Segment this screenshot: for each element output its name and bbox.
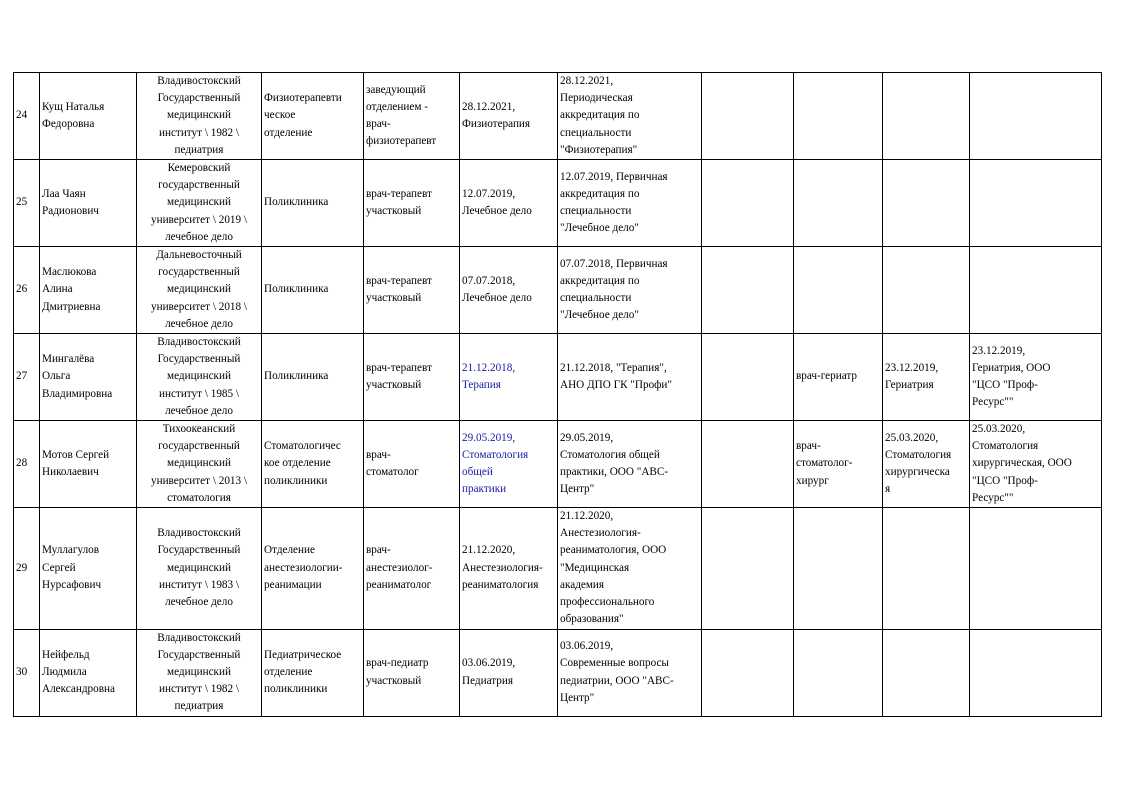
extra-certificate-line: Гериатрия [885, 379, 934, 392]
education-cell [137, 247, 262, 334]
extra-training-line: Гериатрия, ООО [972, 361, 1051, 374]
name-line: Кущ Наталья [42, 100, 105, 113]
name-line: Лаа Чаян [42, 187, 86, 200]
education-line: Владивостокский [157, 527, 241, 540]
name-line: Людмила [42, 665, 87, 678]
accreditation-line: 21.12.2018, "Терапия", [560, 361, 667, 374]
accreditation-line: "Физиотерапия" [560, 143, 638, 156]
extra-certificate-cell [883, 508, 970, 629]
table-body [14, 73, 1102, 717]
empty-cell [702, 334, 794, 421]
department-line: отделение [264, 665, 313, 678]
department-cell [262, 629, 364, 716]
accreditation-cell [558, 334, 702, 421]
position-cell [364, 334, 460, 421]
table-row [14, 73, 1102, 160]
education-line: медицинский [167, 109, 231, 122]
certificate-cell [460, 421, 558, 508]
extra-training-cell [970, 160, 1102, 247]
name-line: Нейфельд [42, 648, 90, 661]
accreditation-cell [558, 247, 702, 334]
accreditation-line: "Лечебное дело" [560, 222, 639, 235]
certificate-cell [460, 629, 558, 716]
extra-training-line: хирургическая, ООО [972, 457, 1072, 470]
accreditation-line: 28.12.2021, [560, 75, 614, 87]
department-line: кое отделение [264, 457, 331, 470]
position-line: анестезиолог- [366, 561, 433, 574]
certificate-line: Лечебное дело [462, 292, 532, 305]
education-cell [137, 508, 262, 629]
education-line: лечебное дело [165, 596, 233, 609]
education-line: университет \ 2018 \ [150, 300, 248, 313]
extra-certificate-line: 25.03.2020, [885, 431, 939, 444]
extra-training-line: "ЦСО "Проф- [972, 379, 1038, 392]
department-cell [262, 334, 364, 421]
education-line: педиатрия [174, 700, 224, 713]
row-number-cell: 27 [14, 334, 40, 421]
name-cell [40, 508, 137, 629]
extra-position-cell [794, 334, 883, 421]
education-cell [137, 73, 262, 160]
position-line: заведующий [366, 83, 426, 96]
row-number-cell: 30 [14, 629, 40, 716]
department-line: Поликлиника [264, 283, 329, 296]
accreditation-line: аккредитация по [560, 187, 640, 200]
accreditation-line: 03.06.2019, [560, 640, 614, 653]
department-line: Физиотерапевти [264, 92, 342, 105]
department-line: Поликлиника [264, 370, 329, 383]
certificate-cell [460, 334, 558, 421]
position-line: реаниматолог [366, 578, 432, 591]
certificate-line: 07.07.2018, [462, 274, 516, 287]
empty-cell [702, 629, 794, 716]
certificate-line: Терапия [462, 379, 501, 392]
extra-certificate-cell [883, 247, 970, 334]
extra-training-cell [970, 421, 1102, 508]
accreditation-line: практики, ООО "АВС- [560, 466, 669, 479]
name-line: Муллагулов [42, 544, 100, 557]
accreditation-line: Современные вопросы [560, 657, 669, 670]
extra-training-line: "ЦСО "Проф- [972, 474, 1038, 487]
extra-position-cell [794, 629, 883, 716]
name-line: Владимировна [42, 387, 113, 400]
name-line: Маслюкова [42, 266, 97, 279]
department-line: ческое [264, 109, 296, 122]
education-line: институт \ 1983 \ [158, 578, 240, 591]
empty-cell [702, 508, 794, 629]
education-line: стоматология [167, 491, 231, 504]
name-line: Николаевич [42, 466, 99, 479]
department-line: Стоматологичес [264, 440, 341, 453]
certificate-cell [460, 508, 558, 629]
table-row [14, 421, 1102, 508]
extra-position-line: стоматолог- [796, 457, 853, 470]
education-line: государственный [158, 440, 240, 453]
certificate-line: 21.12.2020, [462, 544, 516, 557]
name-cell [40, 73, 137, 160]
name-cell [40, 160, 137, 247]
accreditation-line: Стоматология общей [560, 448, 660, 461]
extra-certificate-cell [883, 334, 970, 421]
table-row [14, 334, 1102, 421]
extra-position-line: врач- [796, 440, 821, 453]
accreditation-line: аккредитация по [560, 274, 640, 287]
extra-certificate-cell [883, 73, 970, 160]
position-line: врач-терапевт [366, 187, 432, 200]
position-cell [364, 73, 460, 160]
certificate-cell [460, 160, 558, 247]
education-line: Владивостокский [157, 75, 241, 87]
position-line: стоматолог [366, 466, 419, 479]
position-line: врач-терапевт [366, 361, 432, 374]
accreditation-line: 21.12.2020, [560, 510, 614, 523]
accreditation-cell [558, 629, 702, 716]
department-cell [262, 160, 364, 247]
education-line: Государственный [157, 544, 241, 557]
name-cell [40, 421, 137, 508]
education-line: медицинский [167, 457, 231, 470]
certificate-line: реаниматология [462, 578, 539, 591]
department-line: реанимации [264, 578, 322, 591]
extra-position-cell [794, 508, 883, 629]
name-line: Дмитриевна [42, 300, 101, 313]
name-line: Мингалёва [42, 353, 95, 366]
certificate-line: Стоматология [462, 448, 529, 461]
accreditation-line: Анестезиология- [560, 527, 641, 540]
name-cell [40, 629, 137, 716]
education-line: медицинский [167, 370, 231, 383]
extra-training-cell [970, 334, 1102, 421]
position-line: физиотерапевт [366, 135, 437, 148]
education-line: Тихоокеанский [162, 423, 236, 436]
education-line: Государственный [157, 648, 241, 661]
education-line: институт \ 1982 \ [158, 126, 240, 139]
department-line: поликлиники [264, 683, 328, 696]
accreditation-line: 12.07.2019, Первичная [560, 170, 668, 183]
name-line: Федоровна [42, 118, 95, 130]
extra-certificate-line: 23.12.2019, [885, 361, 939, 374]
accreditation-line: педиатрии, ООО "АВС- [560, 674, 674, 687]
position-line: участковый [366, 292, 422, 305]
education-line: Государственный [157, 92, 241, 105]
extra-training-cell [970, 247, 1102, 334]
accreditation-line: 29.05.2019, [560, 431, 614, 444]
row-number-cell: 26 [14, 247, 40, 334]
certificate-line: практики [462, 483, 507, 496]
accreditation-line: академия [560, 578, 605, 591]
extra-training-line: 25.03.2020, [972, 423, 1026, 436]
extra-training-line: Стоматология [972, 440, 1039, 453]
extra-position-line: хирург [796, 474, 829, 487]
accreditation-line: специальности [560, 292, 632, 305]
certificate-line: общей [462, 466, 493, 479]
certificate-line: 21.12.2018, [462, 361, 516, 374]
certificate-line: 29.05.2019, [462, 431, 516, 444]
education-line: университет \ 2013 \ [150, 474, 248, 487]
extra-position-cell [794, 421, 883, 508]
position-line: отделением - [366, 100, 428, 113]
education-line: Государственный [157, 353, 241, 366]
education-line: медицинский [167, 283, 231, 296]
name-line: Радионович [42, 205, 99, 218]
position-cell [364, 508, 460, 629]
accreditation-cell [558, 421, 702, 508]
education-line: Владивостокский [157, 336, 241, 349]
department-line: отделение [264, 126, 313, 139]
department-line: Педиатрическое [264, 648, 342, 661]
name-line: Мотов Сергей [42, 448, 110, 461]
department-line: Поликлиника [264, 196, 329, 209]
education-line: медицинский [167, 665, 231, 678]
extra-position-cell [794, 73, 883, 160]
position-line: врач- [366, 118, 391, 130]
position-line: врач-педиатр [366, 657, 429, 670]
extra-certificate-line: хирургическа [885, 466, 950, 479]
extra-certificate-line: я [885, 483, 891, 496]
staff-table [13, 72, 1102, 717]
education-line: медицинский [167, 196, 231, 209]
position-cell [364, 247, 460, 334]
name-cell [40, 247, 137, 334]
extra-position-cell [794, 160, 883, 247]
certificate-line: 28.12.2021, [462, 100, 516, 113]
extra-certificate-cell [883, 629, 970, 716]
position-cell [364, 421, 460, 508]
extra-certificate-cell [883, 160, 970, 247]
empty-cell [702, 160, 794, 247]
education-cell [137, 421, 262, 508]
table-row [14, 160, 1102, 247]
certificate-line: Физиотерапия [462, 118, 531, 130]
extra-training-cell [970, 73, 1102, 160]
department-cell [262, 421, 364, 508]
accreditation-line: АНО ДПО ГК "Профи" [560, 379, 672, 392]
accreditation-line: реаниматология, ООО [560, 544, 667, 557]
table-row [14, 508, 1102, 629]
education-line: институт \ 1982 \ [158, 683, 240, 696]
table-row [14, 247, 1102, 334]
position-line: врач- [366, 544, 391, 557]
extra-certificate-cell [883, 421, 970, 508]
certificate-line: 03.06.2019, [462, 657, 516, 670]
education-line: медицинский [167, 561, 231, 574]
empty-cell [702, 73, 794, 160]
extra-training-cell [970, 508, 1102, 629]
name-line: Ольга [42, 370, 71, 383]
extra-training-line: Ресурс"" [972, 396, 1014, 409]
accreditation-line: специальности [560, 205, 632, 218]
position-line: участковый [366, 379, 422, 392]
row-number-cell: 29 [14, 508, 40, 629]
name-cell [40, 334, 137, 421]
education-line: педиатрия [174, 143, 224, 156]
department-line: анестезиологии- [264, 561, 343, 574]
accreditation-line: Центр" [560, 691, 595, 704]
extra-training-line: Ресурс"" [972, 491, 1014, 504]
table-row [14, 629, 1102, 716]
education-cell [137, 160, 262, 247]
department-cell [262, 73, 364, 160]
education-line: лечебное дело [165, 230, 233, 243]
position-line: участковый [366, 205, 422, 218]
education-line: Кемеровский [167, 162, 231, 175]
accreditation-cell [558, 160, 702, 247]
certificate-cell [460, 73, 558, 160]
department-cell [262, 247, 364, 334]
extra-certificate-line: Стоматология [885, 448, 952, 461]
education-line: государственный [158, 179, 240, 192]
accreditation-cell [558, 508, 702, 629]
education-line: Дальневосточный [156, 249, 242, 262]
position-line: участковый [366, 674, 422, 687]
department-line: Отделение [264, 544, 315, 557]
extra-training-line: 23.12.2019, [972, 344, 1026, 357]
extra-position-cell [794, 247, 883, 334]
department-cell [262, 508, 364, 629]
accreditation-cell [558, 73, 702, 160]
accreditation-line: "Медицинская [560, 561, 630, 574]
position-line: врач-терапевт [366, 274, 432, 287]
extra-position-line: врач-гериатр [796, 370, 858, 383]
row-number-cell: 25 [14, 160, 40, 247]
row-number-cell: 24 [14, 73, 40, 160]
accreditation-line: "Лечебное дело" [560, 309, 639, 322]
accreditation-line: Периодическая [560, 92, 633, 105]
accreditation-line: образования" [560, 613, 624, 626]
row-number-cell: 28 [14, 421, 40, 508]
position-cell [364, 629, 460, 716]
name-line: Сергей [42, 561, 76, 574]
education-line: университет \ 2019 \ [150, 213, 248, 226]
accreditation-line: 07.07.2018, Первичная [560, 257, 668, 270]
education-line: Владивостокский [157, 631, 241, 644]
certificate-line: Анестезиология- [462, 561, 543, 574]
certificate-line: 12.07.2019, [462, 187, 516, 200]
accreditation-line: специальности [560, 126, 632, 139]
accreditation-line: аккредитация по [560, 109, 640, 122]
name-line: Александровна [42, 683, 115, 696]
position-line: врач- [366, 448, 391, 461]
certificate-line: Педиатрия [462, 674, 514, 687]
education-line: институт \ 1985 \ [158, 387, 240, 400]
name-line: Алина [42, 283, 73, 296]
empty-cell [702, 421, 794, 508]
extra-training-cell [970, 629, 1102, 716]
certificate-line: Лечебное дело [462, 205, 532, 218]
accreditation-line: профессионального [560, 596, 655, 609]
empty-cell [702, 247, 794, 334]
position-cell [364, 160, 460, 247]
certificate-cell [460, 247, 558, 334]
department-line: поликлиники [264, 474, 328, 487]
name-line: Нурсафович [42, 578, 102, 591]
education-cell [137, 629, 262, 716]
education-cell [137, 334, 262, 421]
education-line: лечебное дело [165, 317, 233, 330]
education-line: лечебное дело [165, 404, 233, 417]
education-line: государственный [158, 266, 240, 279]
accreditation-line: Центр" [560, 483, 595, 496]
